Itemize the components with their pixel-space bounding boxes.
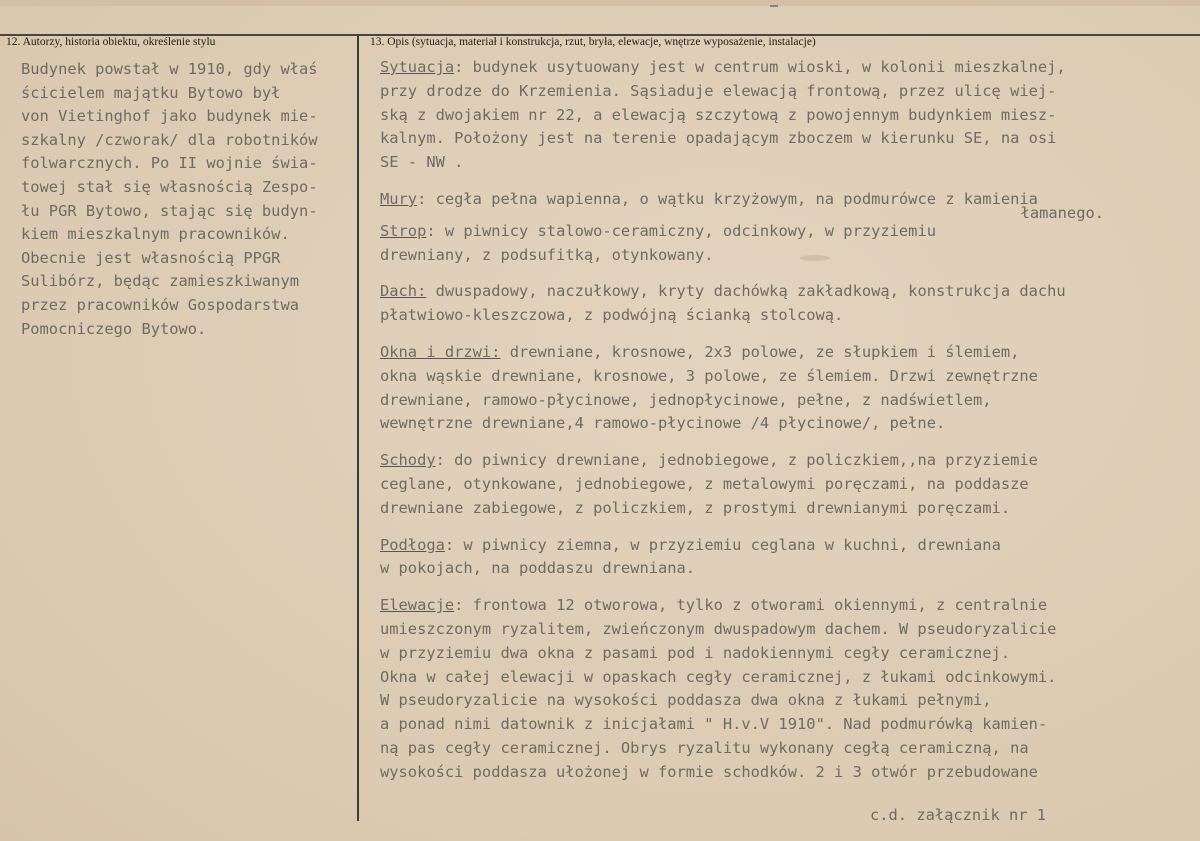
description-section: [380, 594, 1192, 784]
history-line: Sulibórz, będąc zamieszkiwanym: [21, 272, 299, 291]
history-text: [21, 58, 356, 341]
section-gap: [380, 267, 1192, 280]
description-line: przy drodze do Krzemienia. Sąsiaduje elewacją frontową, przez ulicę wiej-: [380, 81, 1057, 100]
history-line: von Vietinghof jako budynek mie-: [21, 107, 318, 126]
description-line: drewniany, z podsufitką, otynkowany.: [380, 245, 714, 264]
section-gap: [380, 521, 1192, 534]
section-text: drewniane, krosnowe, 2x3 polowe, ze słupkiem i ślemiem,: [500, 342, 1020, 361]
description-line: łamanego.: [1020, 203, 1104, 222]
history-line: Pomocniczego Bytowo.: [21, 319, 207, 338]
description-line: drewniane, ramowo-płycinowe, jednopłycinowe, pełne, z nadświetlem,: [380, 390, 992, 409]
description-line: kalnym. Położony jest na terenie opadającym zboczem w kierunku SE, na osi: [380, 129, 1057, 148]
history-line: Budynek powstał w 1910, gdy właś: [21, 60, 318, 78]
description-line: ną pas cegły ceramicznej. Obrys ryzalitu wykonany cegłą ceramiczną, na: [380, 738, 1029, 757]
description-line: [380, 341, 1192, 365]
section-13-heading: 13. Opis (sytuacja, materiał i konstrukcja, rzut, bryła, elewacje, wnętrze wyposażenie, instalacje): [370, 36, 816, 48]
top-edge: [0, 0, 1200, 6]
description-line: wewnętrzne drewniane,4 ramowo-płycinowe /4 płycinowe/, pełne.: [380, 414, 946, 433]
description-line: płatwiowo-kleszczowa, z podwójną ścianką stolcową.: [380, 306, 844, 325]
description-line: Okna w całej elewacji w opaskach cegły ceramicznej, z łukami odcinkowymi.: [380, 667, 1057, 686]
description-line: [380, 280, 1192, 304]
description-section: [380, 56, 1192, 175]
description-section: [380, 449, 1192, 520]
section-label: Sytuacja: [380, 58, 455, 76]
description-line: wysokości poddasza ułożonej w formie schodków. 2 i 3 otwór przebudowane: [380, 762, 1038, 781]
description-text: [380, 56, 1192, 785]
description-line: drewniane zabiegowe, z policzkiem, z prostymi drewnianymi poręczami.: [380, 498, 1011, 517]
description-section: [380, 220, 1192, 268]
section-label: Dach:: [380, 282, 427, 301]
section-12-heading: 12. Autorzy, historia obiektu, określenie stylu: [6, 36, 216, 48]
history-line: folwarcznych. Po II wojnie świa-: [21, 154, 318, 173]
description-line: umieszczonym ryzalitem, zwieńczonym dwuspadowym dachem. W pseudoryzalicie: [380, 619, 1057, 638]
section-text: : budynek usytuowany jest w centrum wioski, w kolonii mieszkalnej,: [454, 58, 1066, 76]
section-label: Okna i drzwi:: [380, 342, 501, 361]
description-line: ską z dwojakiem nr 22, a elewacją szczytową z powojennym budynkiem miesz-: [380, 105, 1057, 124]
description-line: [380, 220, 1192, 244]
section-label: Podłoga: [380, 535, 445, 554]
history-line: łu PGR Bytowo, stając się budyn-: [21, 201, 318, 220]
section-text: : w piwnicy stalowo-ceramiczny, odcinkowy, w przyziemiu: [426, 221, 936, 240]
section-label: Strop: [380, 221, 427, 240]
description-line: [380, 534, 1192, 558]
description-section: [380, 188, 1192, 220]
history-line: towej stał się własnością Zespo-: [21, 177, 318, 196]
history-line: przez pracowników Gospodarstwa: [21, 295, 299, 314]
section-text: : cegła pełna wapienna, o wątku krzyżowym, na podmurówce z kamienia: [417, 189, 1038, 208]
description-section: [380, 534, 1192, 582]
description-section: [380, 280, 1192, 328]
section-gap: [380, 175, 1192, 188]
description-line: w przyziemiu dwa okna z pasami pod i nadokiennymi cegły ceramicznej.: [380, 643, 1011, 662]
description-line: W pseudoryzalicie na wysokości poddasza dwa okna z łukami pełnymi,: [380, 691, 992, 710]
top-mark: [770, 5, 778, 7]
continuation-note: c.d. załącznik nr 1: [870, 806, 1047, 824]
history-line: kiem mieszkalnym pracowników.: [21, 225, 290, 244]
history-line: szkalny /czworak/ dla robotników: [21, 130, 318, 149]
section-label: Elewacje: [380, 596, 455, 615]
description-line: ceglane, otynkowane, jednobiegowe, z metalowymi poręczami, na poddasze: [380, 474, 1029, 493]
description-line: okna wąskie drewniane, krosnowe, 3 polowe, ze ślemiem. Drzwi zewnętrzne: [380, 366, 1038, 385]
section-label: Schody: [380, 451, 436, 470]
section-text: : frontowa 12 otworowa, tylko z otworami okiennymi, z centralnie: [454, 596, 1048, 615]
description-line: [380, 594, 1192, 618]
section-gap: [380, 436, 1192, 449]
description-line: SE - NW .: [380, 153, 464, 172]
history-line: Obecnie jest własnością PPGR: [21, 248, 281, 267]
description-line: a ponad nimi datownik z inicjałami " H.v.V 1910". Nad podmurówką kamien-: [380, 715, 1048, 734]
description-line: w pokojach, na poddaszu drewniana.: [380, 559, 696, 578]
section-gap: [380, 328, 1192, 341]
history-line: ścicielem majątku Bytowo był: [21, 83, 281, 102]
section-text: dwuspadowy, naczułkowy, kryty dachówką zakładkową, konstrukcja dachu: [426, 282, 1066, 301]
description-line: [380, 56, 1192, 80]
section-text: : do piwnicy drewniane, jednobiegowe, z policzkiem,,na przyziemie: [435, 451, 1038, 470]
section-label: Mury: [380, 189, 418, 208]
section-gap: [380, 581, 1192, 594]
description-line: [380, 449, 1192, 473]
section-text: : w piwnicy ziemna, w przyziemiu ceglana w kuchni, drewniana: [444, 535, 1001, 554]
column-divider: [357, 34, 359, 821]
description-section: [380, 341, 1192, 436]
